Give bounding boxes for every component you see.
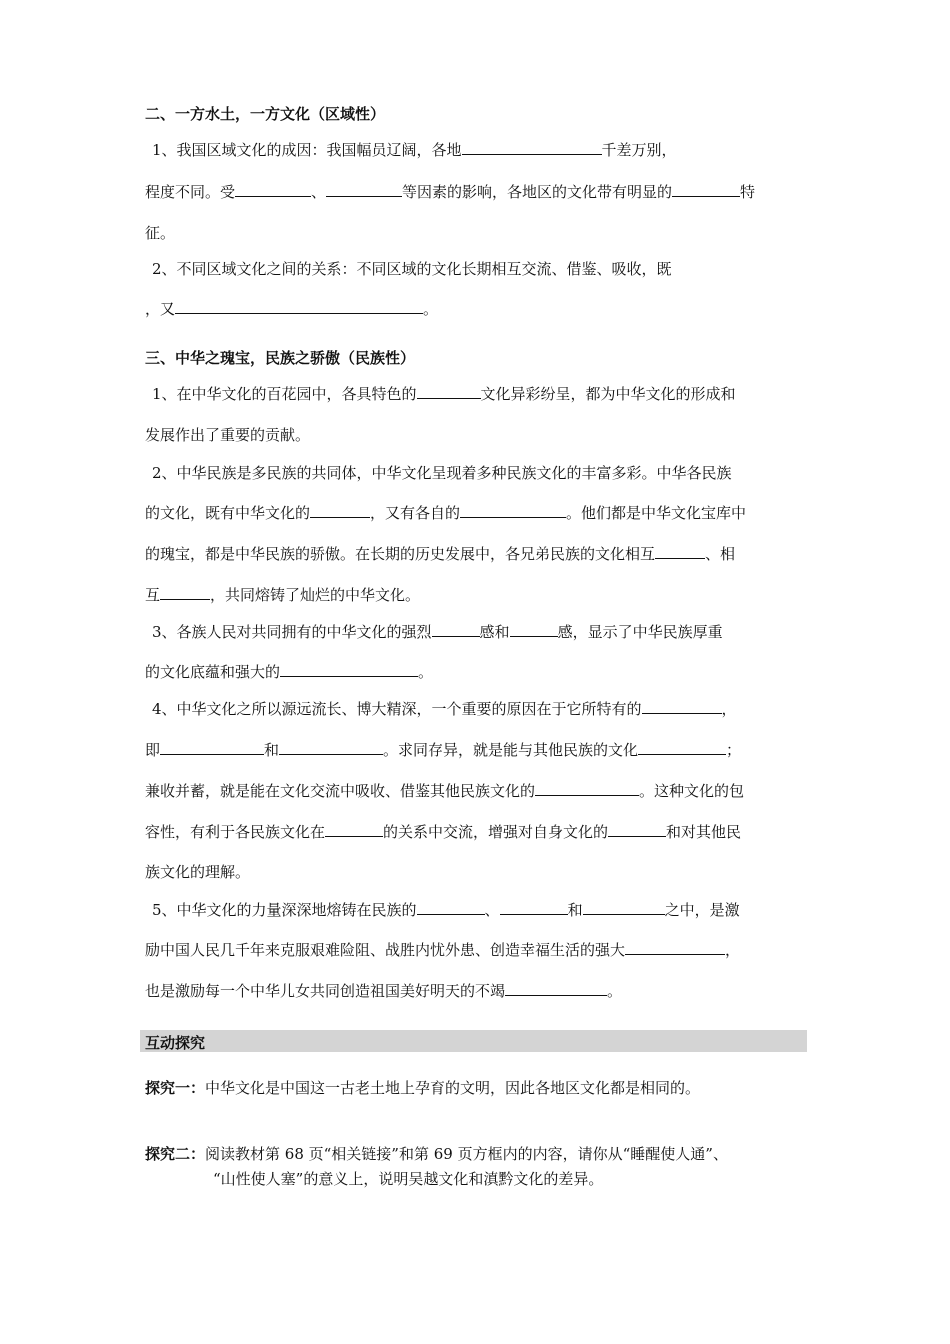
s3-p2h: ，共同熔铸了灿烂的中华文化。 bbox=[210, 586, 421, 604]
s3-p4f: ； bbox=[726, 741, 742, 759]
s3-p5d: 之中，是激 bbox=[664, 901, 740, 919]
q1-text: 中华文化是中国这一古老土地上孕育的文明，因此各地区文化都是相同的。 bbox=[205, 1079, 701, 1097]
s3-p5h: 。 bbox=[607, 982, 623, 1000]
s2-p1f: 特 bbox=[740, 183, 756, 201]
s3-p5-line2 bbox=[145, 940, 807, 960]
s3-p4-line1 bbox=[152, 699, 814, 719]
s3-p3b: 感和 bbox=[479, 623, 510, 641]
fill-blank[interactable] bbox=[460, 503, 566, 518]
fill-blank[interactable] bbox=[310, 503, 370, 518]
s3-p2b: 的文化，既有中华文化的 bbox=[145, 504, 311, 522]
s3-p3c: 感，显示了中华民族厚重 bbox=[557, 623, 723, 641]
s3-p2g: 互 bbox=[145, 586, 161, 604]
section2-heading: 二、一方水土，一方文化（区域性） bbox=[145, 105, 386, 123]
s3-p4c: 即 bbox=[145, 741, 161, 759]
fill-blank[interactable] bbox=[672, 182, 740, 197]
s3-p4b: ， bbox=[721, 700, 737, 718]
fill-blank[interactable] bbox=[417, 900, 485, 915]
fill-blank[interactable] bbox=[160, 740, 264, 755]
s3-p2e: 的瑰宝，都是中华民族的骄傲。在长期的历史发展中，各兄弟民族的文化相互 bbox=[145, 545, 656, 563]
fill-blank[interactable] bbox=[535, 781, 639, 796]
s2-p1g: 征。 bbox=[145, 224, 176, 242]
fill-blank[interactable] bbox=[655, 544, 705, 559]
s3-p4l: 族文化的理解。 bbox=[145, 863, 251, 881]
fill-blank[interactable] bbox=[160, 585, 210, 600]
s3-p2-line4 bbox=[145, 585, 807, 605]
s2-p2c: 。 bbox=[423, 300, 439, 318]
fill-blank[interactable] bbox=[500, 900, 568, 915]
s2-p1-line1 bbox=[152, 140, 814, 160]
q2-line1: 阅读教材第 68 页“相关链接”和第 69 页方框内的内容，请你从“睡醒使人通”、 bbox=[205, 1145, 728, 1163]
fill-blank[interactable] bbox=[462, 140, 602, 155]
s3-p4k: 和对其他民 bbox=[666, 823, 742, 841]
s3-p5e: 励中国人民几千年来克服艰难险阻、战胜内忧外患、创造幸福生活的强大 bbox=[145, 941, 626, 959]
s2-p2-line2 bbox=[145, 299, 807, 319]
s3-p5-line3 bbox=[145, 981, 807, 1001]
interactive-title: 互动探究 bbox=[145, 1034, 206, 1052]
s3-p3e: 。 bbox=[418, 663, 434, 681]
s3-p2-line1: 2、中华民族是多民族的共同体，中华文化呈现着多种民族文化的丰富多彩。中华各民族 bbox=[152, 464, 732, 482]
s3-p2d: 。他们都是中华文化宝库中 bbox=[566, 504, 747, 522]
fill-blank[interactable] bbox=[175, 299, 423, 314]
s2-p1e: 等因素的影响，各地区的文化带有明显的 bbox=[402, 183, 673, 201]
fill-blank[interactable] bbox=[510, 622, 558, 637]
fill-blank[interactable] bbox=[326, 182, 402, 197]
s3-p5a: 5、中华文化的力量深深地熔铸在民族的 bbox=[152, 901, 417, 919]
s3-p3-line1 bbox=[152, 622, 814, 642]
s3-p4d: 和 bbox=[264, 741, 280, 759]
s3-p4g: 兼收并蓄，就是能在文化交流中吸收、借鉴其他民族文化的 bbox=[145, 782, 536, 800]
fill-blank[interactable] bbox=[235, 182, 311, 197]
s3-p2c: ，又有各自的 bbox=[370, 504, 461, 522]
s3-p4a: 4、中华文化之所以源远流长、博大精深，一个重要的原因在于它所特有的 bbox=[152, 700, 642, 718]
s3-p5c: 和 bbox=[567, 901, 583, 919]
q2-line2: “山性使人塞”的意义上，说明吴越文化和滇黔文化的差异。 bbox=[213, 1170, 604, 1188]
s2-p2-line1: 2、不同区域文化之间的关系：不同区域的文化长期相互交流、借鉴、吸收，既 bbox=[152, 260, 672, 278]
fill-blank[interactable] bbox=[417, 384, 481, 399]
s2-p2b: ，又 bbox=[145, 300, 176, 318]
fill-blank[interactable] bbox=[642, 699, 722, 714]
s3-p1b: 文化异彩纷呈，都为中华文化的形成和 bbox=[480, 385, 736, 403]
s3-p3a: 3、各族人民对共同拥有的中华文化的强烈 bbox=[152, 623, 432, 641]
s3-p4i: 容性，有利于各民族文化在 bbox=[145, 823, 326, 841]
s3-p1c: 发展作出了重要的贡献。 bbox=[145, 426, 311, 444]
s3-p3-line2 bbox=[145, 662, 807, 682]
s3-p3d: 的文化底蕴和强大的 bbox=[145, 663, 281, 681]
s2-p1b: 千差万别， bbox=[601, 141, 677, 159]
s3-p2f: 、相 bbox=[705, 545, 736, 563]
section3-heading: 三、中华之瑰宝，民族之骄傲（民族性） bbox=[145, 349, 416, 367]
question-2 bbox=[145, 1143, 728, 1165]
interactive-section-bar bbox=[140, 1030, 807, 1052]
s3-p2-line2 bbox=[145, 503, 807, 523]
s2-p1d: 、 bbox=[311, 183, 327, 201]
s3-p4-line3 bbox=[145, 781, 807, 801]
s2-p1-line2 bbox=[145, 182, 807, 202]
fill-blank[interactable] bbox=[625, 940, 725, 955]
fill-blank[interactable] bbox=[583, 900, 665, 915]
s3-p4-line2 bbox=[145, 740, 807, 760]
question-1 bbox=[145, 1077, 700, 1099]
s3-p4e: 。求同存异，就是能与其他民族的文化 bbox=[383, 741, 639, 759]
fill-blank[interactable] bbox=[608, 822, 666, 837]
fill-blank[interactable] bbox=[638, 740, 726, 755]
fill-blank[interactable] bbox=[279, 740, 383, 755]
s3-p4-line4 bbox=[145, 822, 807, 842]
s3-p5f: ， bbox=[725, 941, 741, 959]
fill-blank[interactable] bbox=[432, 622, 480, 637]
s2-p1c: 程度不同。受 bbox=[145, 183, 236, 201]
fill-blank[interactable] bbox=[505, 981, 607, 996]
s3-p5b: 、 bbox=[484, 901, 500, 919]
s3-p1a: 1、在中华文化的百花园中，各具特色的 bbox=[152, 385, 417, 403]
s3-p2-line3 bbox=[145, 544, 807, 564]
s3-p4h: 。这种文化的包 bbox=[639, 782, 745, 800]
s3-p5-line1 bbox=[152, 900, 814, 920]
fill-blank[interactable] bbox=[325, 822, 383, 837]
q1-label: 探究一： bbox=[145, 1079, 206, 1097]
fill-blank[interactable] bbox=[280, 662, 418, 677]
s3-p5g: 也是激励每一个中华儿女共同创造祖国美好明天的不竭 bbox=[145, 982, 506, 1000]
q2-label: 探究二： bbox=[145, 1145, 206, 1163]
s3-p1-line1 bbox=[152, 384, 814, 404]
s3-p4j: 的关系中交流，增强对自身文化的 bbox=[383, 823, 609, 841]
s2-p1a: 1、我国区域文化的成因：我国幅员辽阔，各地 bbox=[152, 141, 462, 159]
